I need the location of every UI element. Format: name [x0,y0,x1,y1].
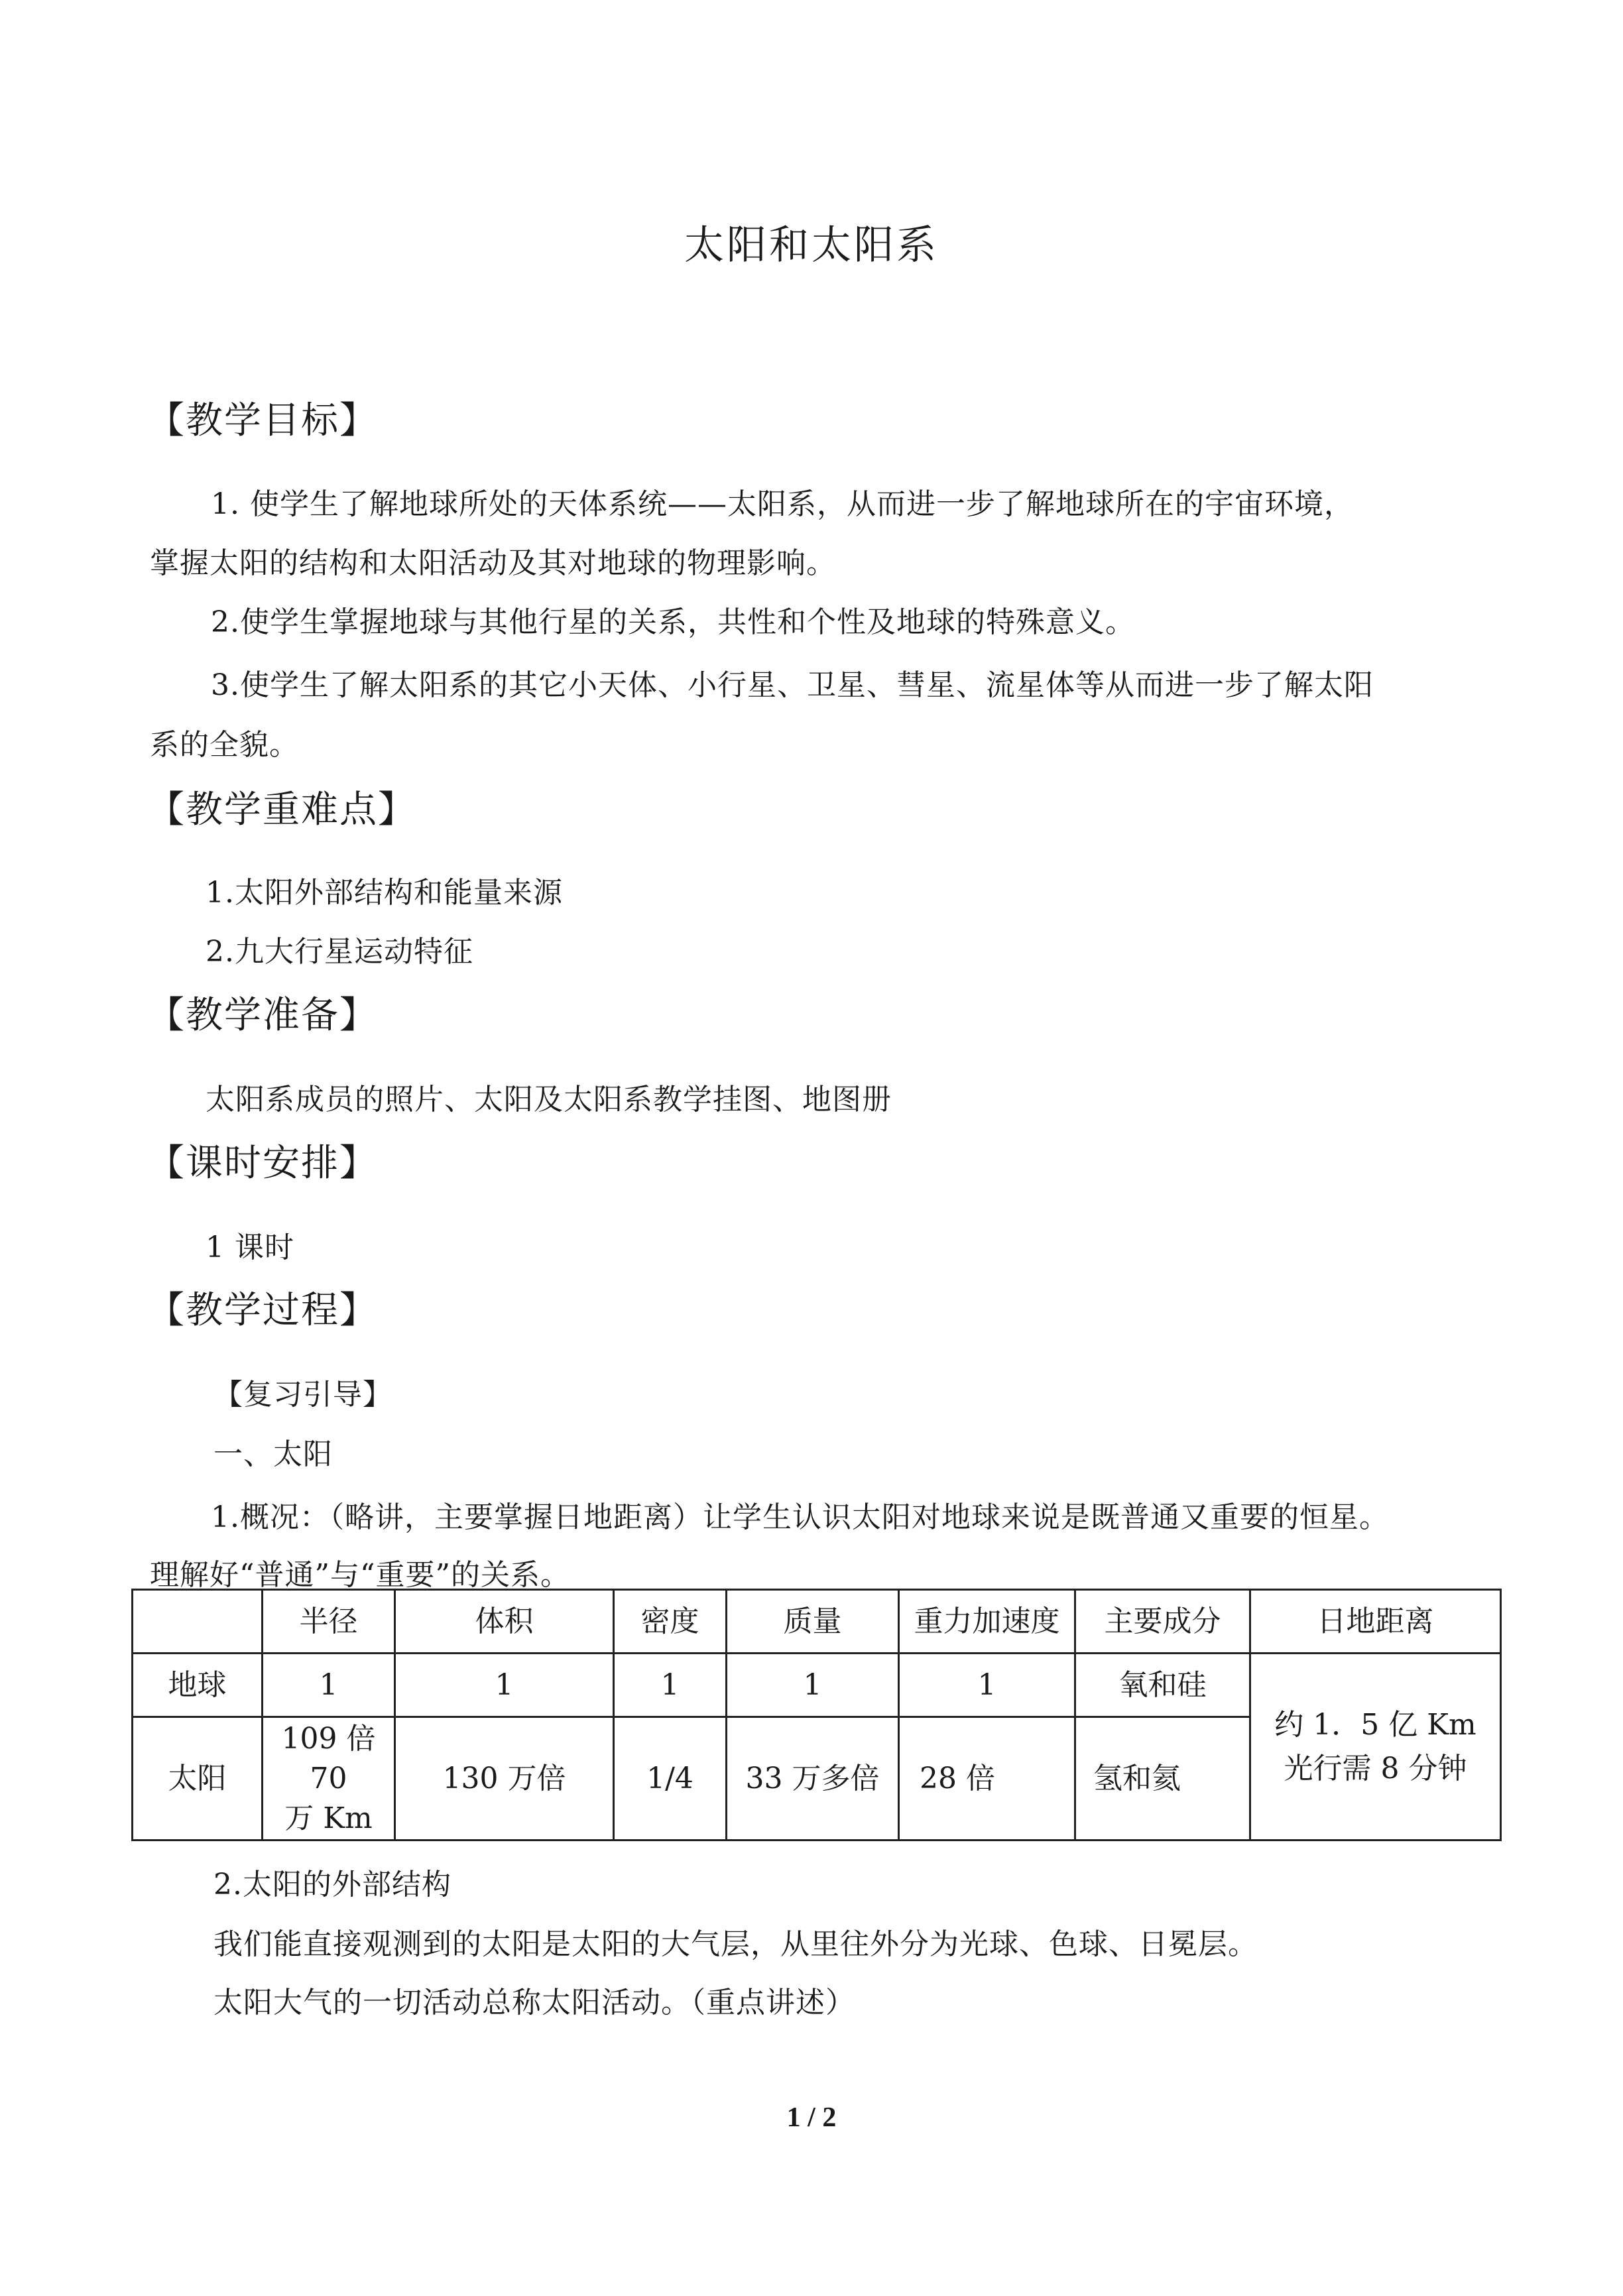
key-point-1: 1.太阳外部结构和能量来源 [206,876,563,910]
sun-volume: 130 万倍 [395,1717,614,1841]
objective-1-line-2: 掌握太阳的结构和太阳活动及其对地球的物理影响。 [150,546,836,580]
table-header-row [133,1590,1501,1654]
sun-earth-distance [1250,1654,1501,1841]
overview-line-1: 1.概况：（略讲，主要掌握日地距离）让学生认识太阳对地球来说是既普通又重要的恒星。 [211,1500,1389,1534]
header-radius: 半径 [263,1590,395,1654]
structure-title: 2.太阳的外部结构 [213,1868,451,1902]
schedule-text: 1 课时 [206,1231,294,1264]
sun-radius [263,1717,395,1841]
objective-3-line-1: 3.使学生了解太阳系的其它小天体、小行星、卫星、彗星、流星体等从而进一步了解太阳 [211,668,1374,702]
heading-preparation: 【教学准备】 [147,994,378,1037]
header-density: 密度 [614,1590,727,1654]
header-gravity: 重力加速度 [899,1590,1075,1654]
sun-radius-line-1: 109 倍 70 [281,1721,376,1795]
earth-sun-comparison-table [131,1589,1502,1841]
heading-schedule: 【课时安排】 [147,1142,378,1185]
heading-objectives: 【教学目标】 [147,399,378,442]
review-label: 【复习引导】 [213,1378,392,1412]
sun-gravity: 28 倍 [899,1717,1075,1841]
earth-volume: 1 [395,1654,614,1717]
earth-mass: 1 [727,1654,899,1717]
document-title: 太阳和太阳系 [684,222,939,269]
header-composition: 主要成分 [1075,1590,1250,1654]
header-volume: 体积 [395,1590,614,1654]
sun-composition: 氢和氦 [1075,1717,1250,1841]
objective-1-line-1: 1. 使学生了解地球所处的天体系统——太阳系，从而进一步了解地球所在的宇宙环境， [211,487,1354,521]
part-1-sun: 一、太阳 [213,1437,333,1471]
key-point-2: 2.九大行星运动特征 [206,935,473,969]
overview-line-2: 理解好“普通”与“重要”的关系。 [150,1558,570,1592]
earth-density: 1 [614,1654,727,1717]
preparation-text: 太阳系成员的照片、太阳及太阳系教学挂图、地图册 [206,1083,892,1117]
activity-text: 太阳大气的一切活动总称太阳活动。（重点讲述） [213,1986,855,2020]
distance-line-1: 约 1．5 亿 Km [1274,1707,1476,1742]
heading-process: 【教学过程】 [147,1289,378,1332]
earth-name: 地球 [133,1654,263,1717]
earth-gravity: 1 [899,1654,1075,1717]
sun-name: 太阳 [133,1717,263,1841]
sun-density: 1/4 [614,1717,727,1841]
header-mass: 质量 [727,1590,899,1654]
heading-key-points: 【教学重难点】 [147,788,416,831]
distance-line-2: 光行需 8 分钟 [1284,1751,1467,1785]
header-distance: 日地距离 [1250,1590,1501,1654]
objective-3-line-2: 系的全貌。 [150,728,299,762]
sun-mass: 33 万多倍 [727,1717,899,1841]
objective-2: 2.使学生掌握地球与其他行星的关系，共性和个性及地球的特殊意义。 [211,605,1135,639]
earth-composition: 氧和硅 [1075,1654,1250,1717]
earth-radius: 1 [263,1654,395,1717]
sun-radius-line-2: 万 Km [284,1801,373,1835]
header-empty [133,1590,263,1654]
page-number: 1 / 2 [786,2102,837,2133]
structure-text: 我们能直接观测到的太阳是太阳的大气层，从里往外分为光球、色球、日冕层。 [213,1927,1258,1961]
table-row-earth [133,1654,1501,1717]
